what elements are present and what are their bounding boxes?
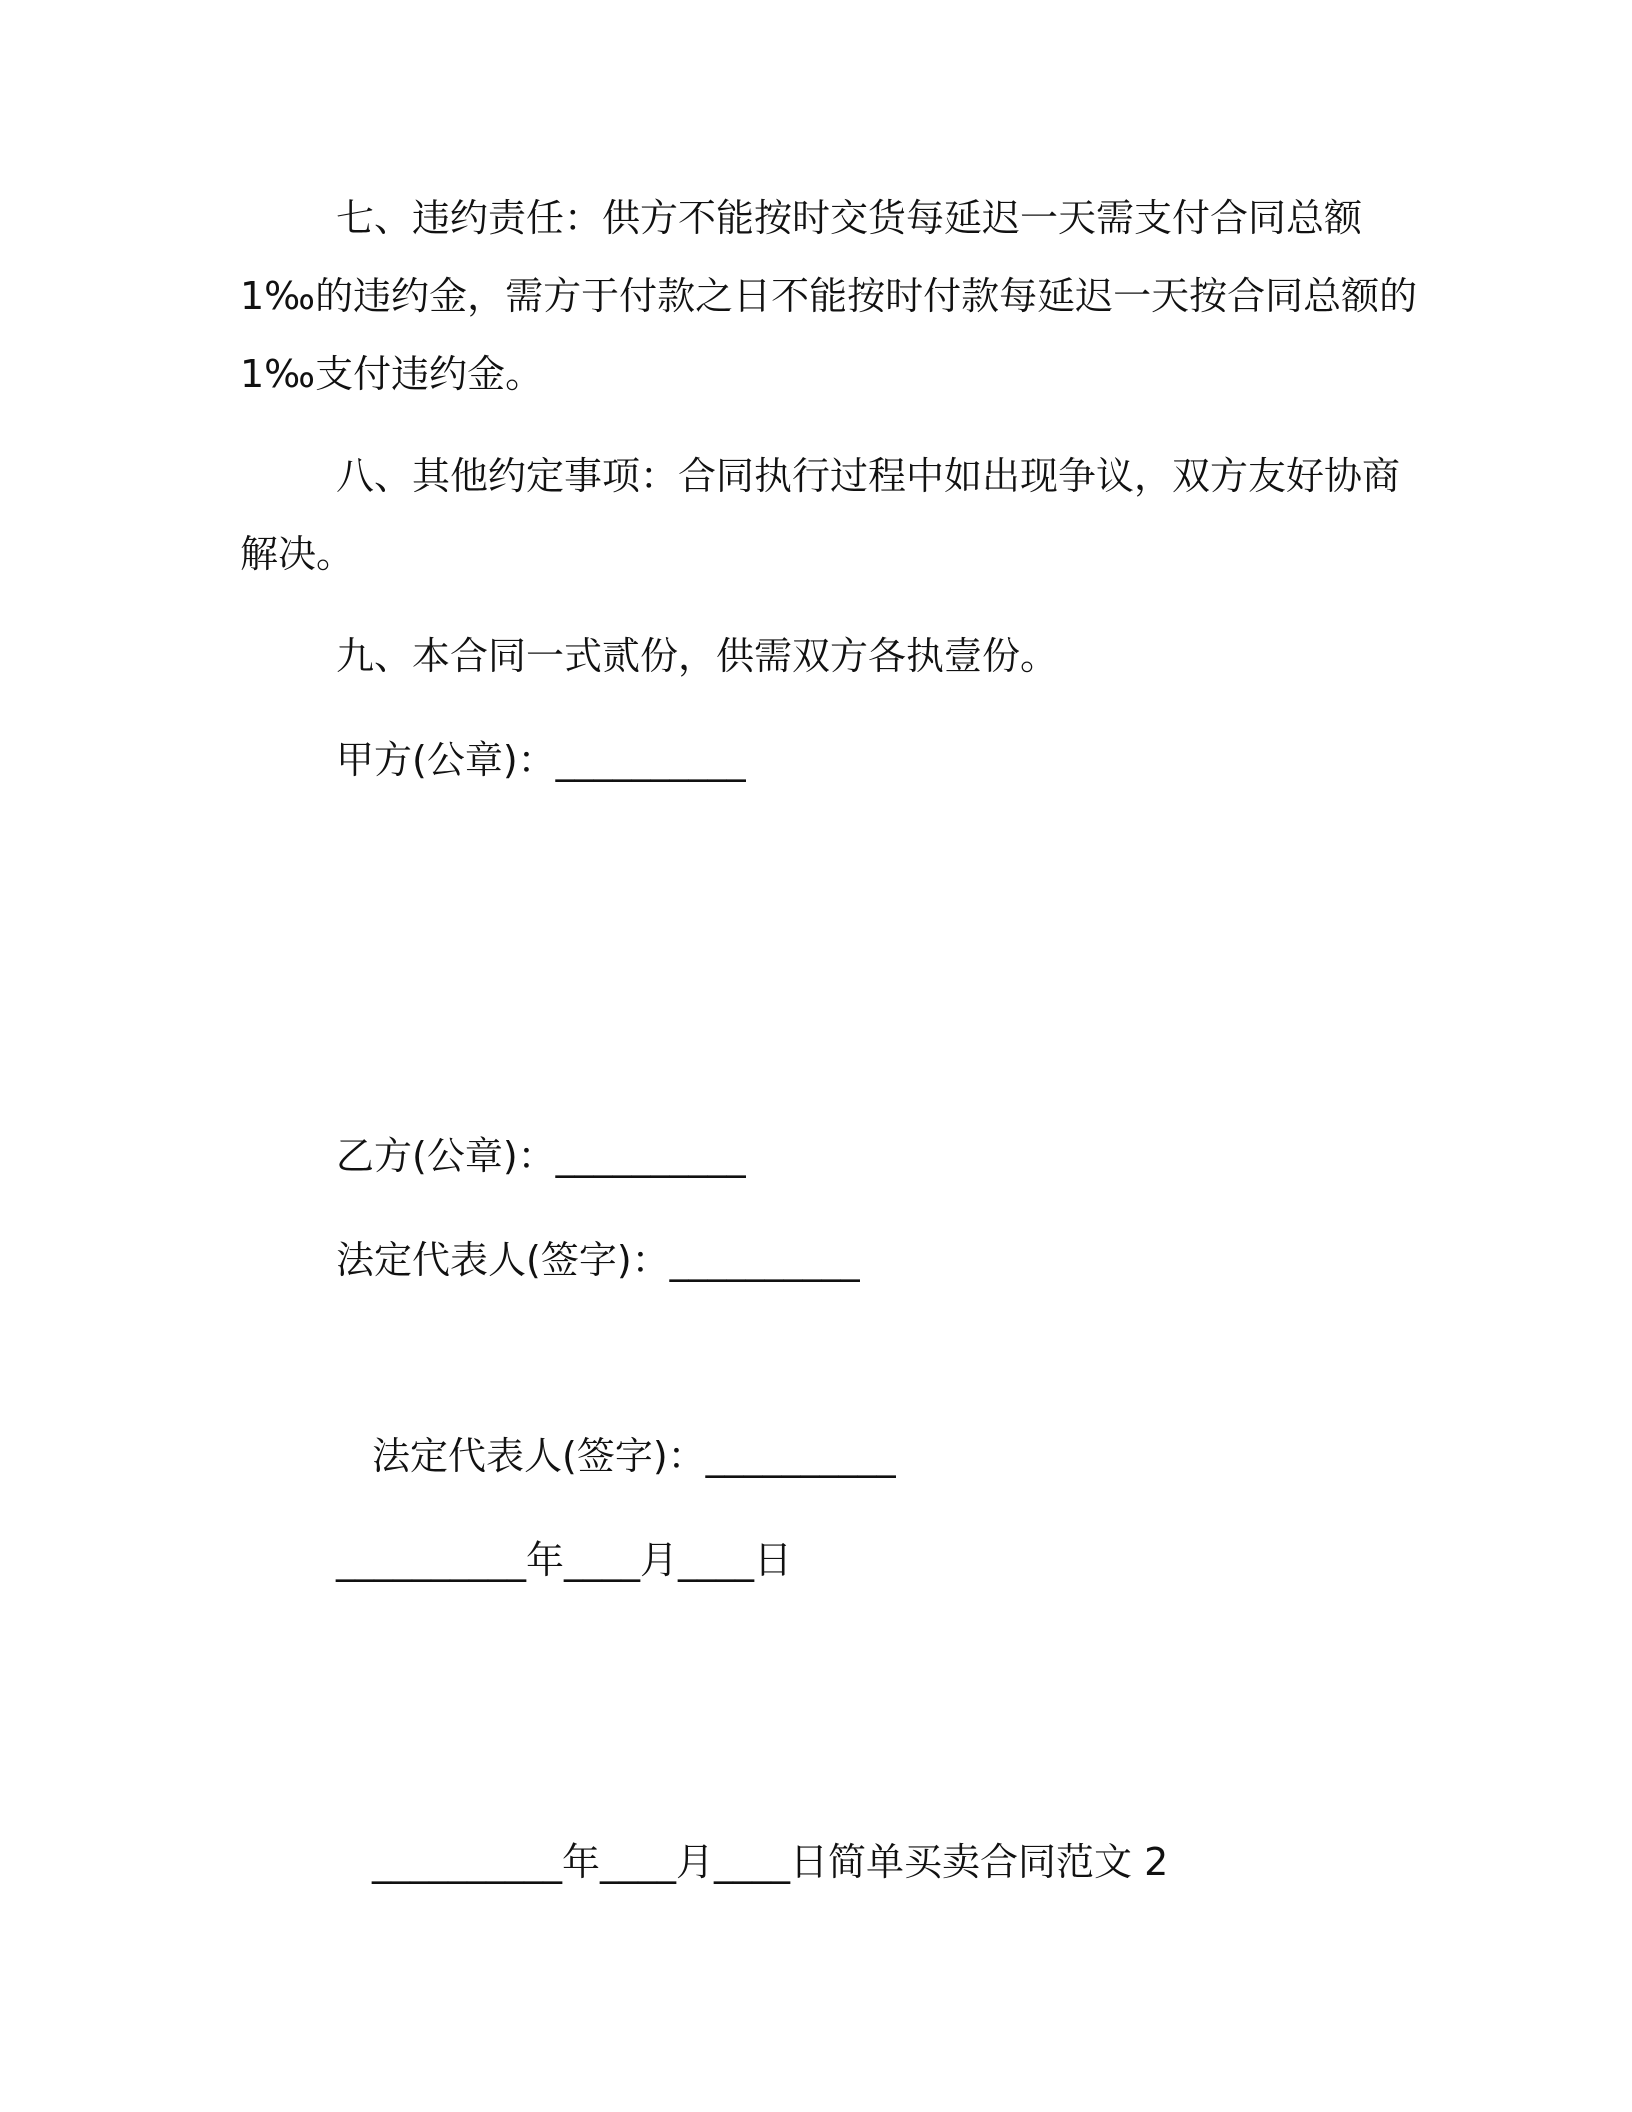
clause-7-line-2: 1‰的违约金，需方于付款之日不能按时付款每延迟一天按合同总额的 [240, 274, 1418, 318]
date-line-with-next-title: __________年____月____日简单买卖合同范文 2 [372, 1840, 1169, 1884]
party-a-seal-field: 甲方(公章)：__________ [336, 738, 746, 782]
legal-rep-signature-field-2: 法定代表人(签字)：__________ [372, 1434, 896, 1478]
party-b-seal-field: 乙方(公章)：__________ [336, 1134, 746, 1178]
clause-7-line-1: 七、违约责任：供方不能按时交货每延迟一天需支付合同总额 [336, 196, 1363, 240]
date-line: __________年____月____日 [336, 1538, 793, 1582]
clause-9: 九、本合同一式贰份，供需双方各执壹份。 [336, 634, 1059, 678]
clause-8-line-1: 八、其他约定事项：合同执行过程中如出现争议，双方友好协商 [336, 454, 1401, 498]
legal-rep-signature-field-1: 法定代表人(签字)：__________ [336, 1238, 860, 1282]
clause-7-line-3: 1‰支付违约金。 [240, 352, 544, 396]
clause-8-line-2: 解决。 [240, 532, 355, 576]
